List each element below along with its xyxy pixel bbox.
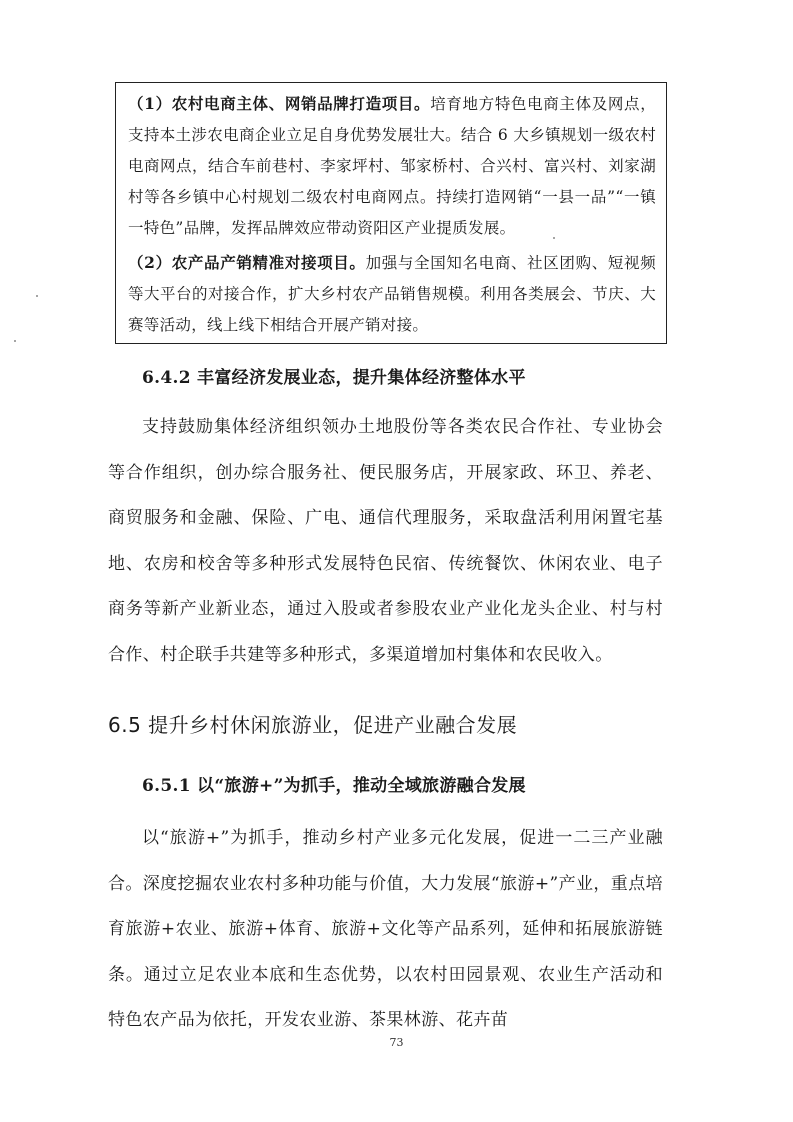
scan-speck: [36, 295, 38, 297]
project-box: [115, 82, 667, 344]
section-6-4-2-heading: 6.4.2 丰富经济发展业态，提升集体经济整体水平: [142, 368, 526, 388]
section-6-4-2-body: 支持鼓励集体经济组织领办土地股份等各类农民合作社、专业协会等合作组织，创办综合服务社、便民服务店，开展家政、环卫、养老、商贸服务和金融、保险、广电、通信代理服务，采取盘活利用闲置宅基地、农房和校舍等多种形式发展特色民宿、传统餐饮、休闲农业、电子商务等新产业新业态，通过入股或者参股农业产业化龙头企业、村与村合作、村企联手共建等多种形式，多渠道增加村集体和农民收入。: [108, 417, 663, 665]
project-2-title: （2）农产品产销精准对接项目。: [128, 253, 366, 272]
section-6-5-1-body: 以“旅游+”为抓手，推动乡村产业多元化发展，促进一二三产业融合。深度挖掘农业农村多种功能与价值，大力发展“旅游+”产业，重点培育旅游+农业、旅游+体育、旅游+文化等产品系列，延伸和拓展旅游链条。通过立足农业本底和生态优势，以农村田园景观、农业生产活动和特色农产品为依托，开发农业游、茶果林游、花卉苗: [108, 828, 663, 1030]
project-paragraph-1: [128, 88, 656, 244]
project-1-text: 培育地方特色电商主体及网点，支持本土涉农电商企业立足自身优势发展壮大。结合 6 大乡镇规划一级农村电商网点，结合车前巷村、李家坪村、邹家桥村、合兴村、富兴村、刘家湖村等各乡镇中心村规划二级农村电商网点。持续打造网销“一县一品”“一镇一特色”品牌，发挥品牌效应带动资阳区产业提质发展。: [128, 95, 656, 237]
project-2-text: 加强与全国知名电商、社区团购、短视频等大平台的对接合作，扩大乡村农产品销售规模。利用各类展会、节庆、大赛等活动，线上线下相结合开展产销对接。: [128, 254, 656, 334]
section-6-5-1-heading: 6.5.1 以“旅游+”为抓手，推动全域旅游融合发展: [142, 776, 526, 796]
page-number: 73: [389, 1036, 404, 1049]
project-1-title: （1）农村电商主体、网销品牌打造项目。: [128, 94, 431, 113]
scan-speck: [14, 340, 16, 342]
project-paragraph-2: [128, 247, 656, 341]
section-6-5-heading: 6.5 提升乡村休闲旅游业，促进产业融合发展: [108, 713, 518, 737]
scan-speck: [553, 237, 555, 239]
